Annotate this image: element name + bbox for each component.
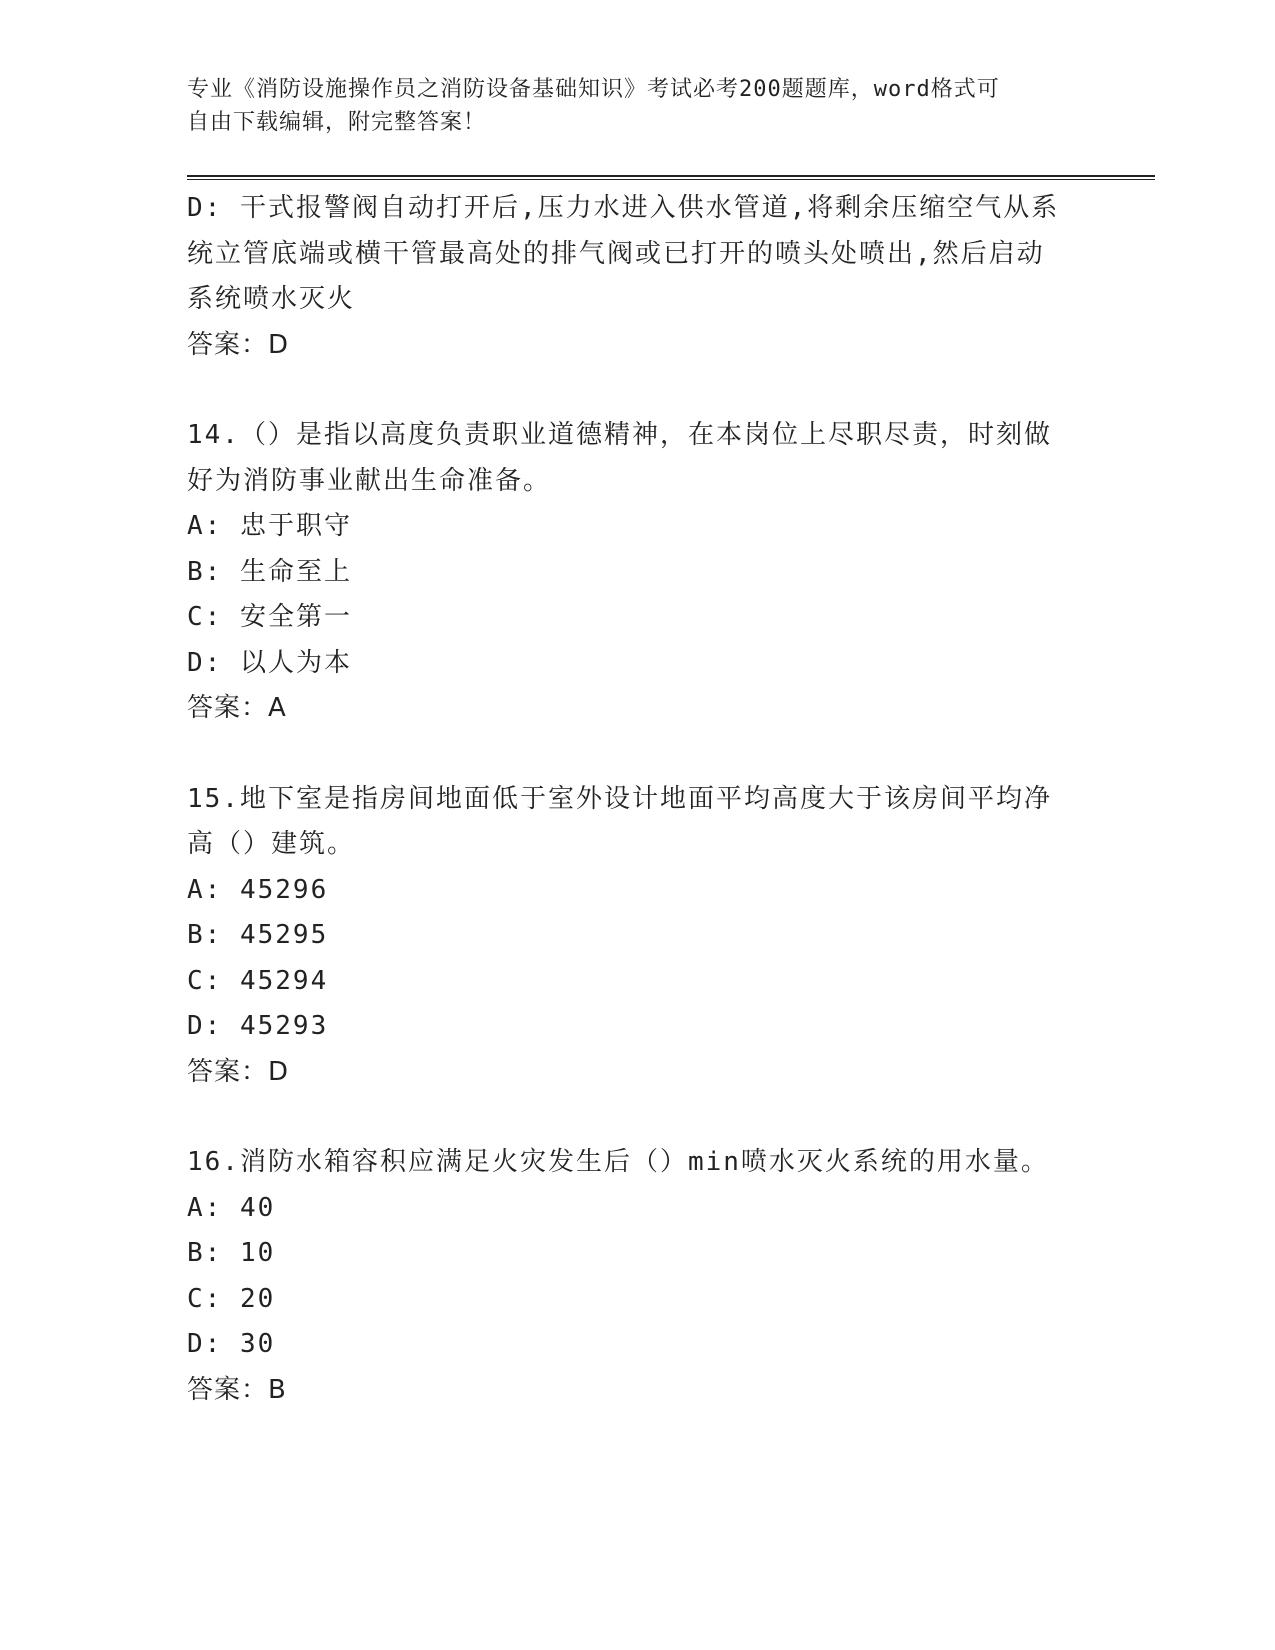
option-b: B: 10 — [187, 1238, 276, 1268]
header-divider — [187, 175, 1155, 180]
answer: 答案：A — [187, 693, 287, 723]
answer: 答案：B — [187, 1374, 287, 1405]
header-line-2: 自由下载编辑，附完整答案！ — [187, 110, 487, 135]
option-d: D: 30 — [187, 1329, 276, 1359]
option-b: B: 生命至上 — [187, 556, 352, 587]
question-spacer — [187, 368, 1087, 413]
question-stem-line-1: 16.消防水箱容积应满足火灾发生后（）min喷水灭火系统的用水量。 — [187, 1147, 1049, 1177]
question-stem-line-2: 高（）建筑。 — [187, 829, 356, 859]
question-stem-line-2: 好为消防事业献出生命准备。 — [187, 465, 552, 496]
question-content — [187, 186, 1087, 1413]
question-15 — [187, 777, 1087, 1096]
option-d-line-3: 系统喷水灭火 — [187, 284, 356, 314]
document-header — [187, 73, 1067, 139]
question-spacer — [187, 732, 1087, 777]
option-c: C: 45294 — [187, 965, 329, 996]
carryover-question — [187, 186, 1087, 368]
question-stem-line-1: 14.（）是指以高度负责职业道德精神，在本岗位上尽职尽责，时刻做 — [187, 420, 1052, 450]
question-stem-line-1: 15.地下室是指房间地面低于室外设计地面平均高度大于该房间平均净 — [187, 783, 1052, 814]
option-d: D: 45293 — [187, 1011, 329, 1041]
answer: 答案：D — [187, 1056, 290, 1087]
question-16 — [187, 1140, 1087, 1413]
option-b: B: 45295 — [187, 920, 329, 950]
option-a: A: 40 — [187, 1192, 276, 1223]
answer: 答案：D — [187, 329, 290, 360]
question-14 — [187, 413, 1087, 732]
option-d-line-2: 统立管底端或横干管最高处的排气阀或已打开的喷头处喷出,然后启动 — [187, 238, 1045, 269]
option-d: D: 以人为本 — [187, 647, 352, 678]
option-a: A: 忠于职守 — [187, 511, 352, 541]
question-spacer — [187, 1095, 1087, 1140]
option-c: C: 安全第一 — [187, 602, 352, 632]
option-a: A: 45296 — [187, 874, 329, 905]
option-d-line-1: D: 干式报警阀自动打开后,压力水进入供水管道,将剩余压缩空气从系 — [187, 193, 1060, 223]
option-c: C: 20 — [187, 1283, 276, 1314]
header-line-1: 专业《消防设施操作员之消防设备基础知识》考试必考200题题库，word格式可 — [187, 77, 1000, 102]
